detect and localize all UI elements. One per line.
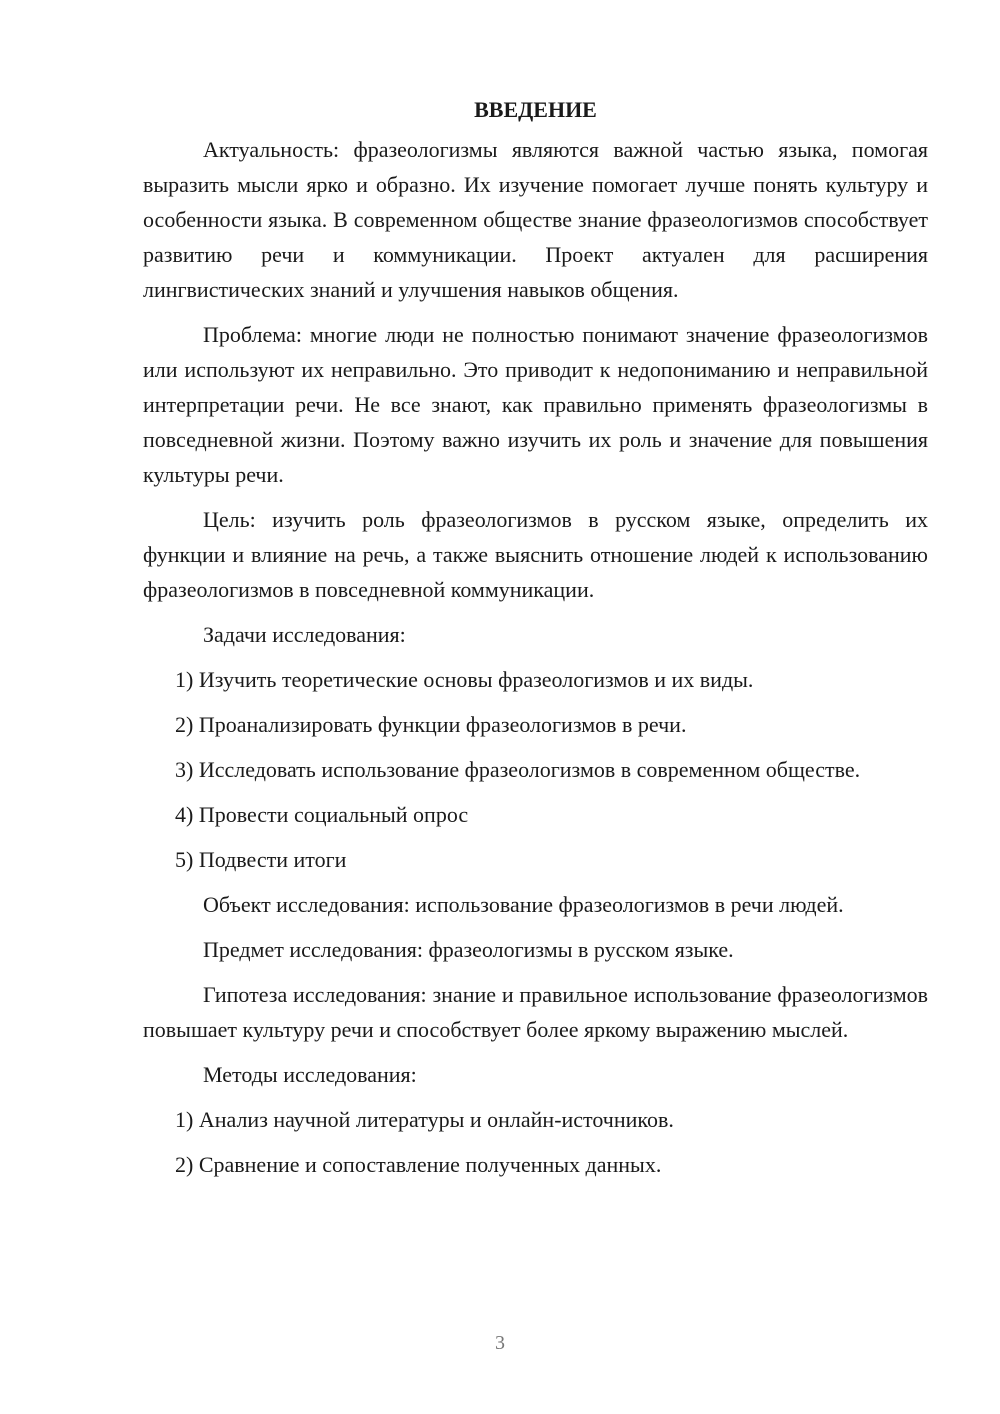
section-heading: ВВЕДЕНИЕ bbox=[474, 97, 597, 122]
methods-heading: Методы исследования: bbox=[203, 1062, 417, 1087]
paragraph-hypothesis: Гипотеза исследования: знание и правильное использование фразеологизмов повышает культуру речи и способствует более яркому выражению мыслей. bbox=[143, 982, 928, 1042]
paragraph-relevance: Актуальность: фразеологизмы являются важной частью языка, помогая выразить мысли ярко и образно. Их изучение помогает лучше понять культуру и особенности языка. В современном обществе знание фразеологизмов способствует развитию речи и коммуникации. Проект актуален для расширения лингвистических знаний и улучшения навыков общения. bbox=[143, 137, 928, 302]
tasks-heading: Задачи исследования: bbox=[203, 622, 406, 647]
research-subject: Предмет исследования: фразеологизмы в русском языке. bbox=[203, 937, 734, 962]
task-item: 1) Изучить теоретические основы фразеологизмов и их виды. bbox=[175, 667, 754, 692]
research-object: Объект исследования: использование фразеологизмов в речи людей. bbox=[203, 892, 844, 917]
task-item: 2) Проанализировать функции фразеологизмов в речи. bbox=[175, 712, 687, 737]
paragraph-problem: Проблема: многие люди не полностью понимают значение фразеологизмов или используют их неправильно. Это приводит к недопониманию и неправильной интерпретации речи. Не все знают, как правильно применять фразеологизмы в повседневной жизни. Поэтому важно изучить их роль и значение для повышения культуры речи. bbox=[143, 322, 928, 487]
task-item: 5) Подвести итоги bbox=[175, 847, 347, 872]
paragraph-goal: Цель: изучить роль фразеологизмов в русском языке, определить их функции и влияние на речь, а также выяснить отношение людей к использованию фразеологизмов в повседневной коммуникации. bbox=[143, 507, 928, 602]
page-number: 3 bbox=[495, 1332, 505, 1354]
task-item: 3) Исследовать использование фразеологизмов в современном обществе. bbox=[175, 757, 861, 782]
task-item: 4) Провести социальный опрос bbox=[175, 802, 469, 827]
document-page bbox=[143, 92, 928, 1192]
method-item: 2) Сравнение и сопоставление полученных данных. bbox=[175, 1152, 662, 1177]
method-item: 1) Анализ научной литературы и онлайн-источников. bbox=[175, 1107, 674, 1132]
